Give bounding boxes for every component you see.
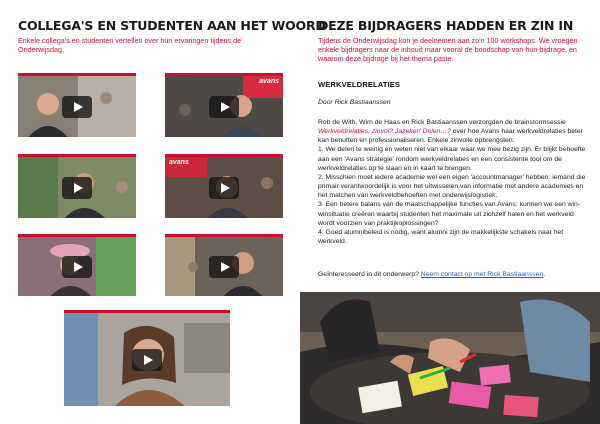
left-lead: Enkele collega's en studenten vertellen over hun ervaringen tijdens de Onderwijsdag.	[18, 36, 242, 54]
video-thumbnail[interactable]	[18, 73, 136, 137]
article-body	[318, 118, 590, 246]
right-lead: Tijdens de Onderwijsdag kon je deelnemen aan zo'n 100 workshops. We vroegen enkele bijdragers naar de inhoud maar vooral de boodschap van hun bijdrage, en waarom deze bijdrage bij het thema paste.	[318, 36, 578, 63]
play-icon[interactable]	[62, 96, 92, 118]
play-icon[interactable]	[209, 256, 239, 278]
intro-text-end: over hoe Avans haar werkveldrelaties beter kan benutten en professionaliseren. Enkele zinvolle opbrengsten:	[318, 128, 583, 145]
contact-line	[318, 270, 590, 279]
video-thumbnail[interactable]	[18, 154, 136, 218]
session-title: Werkveldrelaties, zinvol? Jazeker! Delen…?	[318, 128, 451, 136]
left-heading: COLLEGA'S EN STUDENTEN AAN HET WOORD	[18, 18, 326, 33]
video-thumbnail[interactable]	[18, 234, 136, 296]
section-title: WERKVELDRELATIES	[318, 80, 401, 89]
point-item: 1. We delen te weinig en weten niet van elkaar waar we mee bezig zijn. Er blijkt behoefte aan een 'Avans strategie' rondom werkveldrelaties en een consistente tool om de werkveldrelaties op te slaan en in kaart te brengen.	[318, 146, 586, 172]
right-heading: DEZE BIJDRAGERS HADDEN ER ZIN IN	[318, 18, 574, 33]
play-icon[interactable]	[209, 177, 239, 199]
play-icon[interactable]	[209, 96, 239, 118]
point-item: 2. Misschien moet iedere academie wel een eigen 'accountmanager' hebben: iemand die primair verantwoordelijk is voor het uitwisselen van informatie met andere academies en het matchen van werkveldbehoeften met onderwijslogistiek.	[318, 173, 586, 200]
play-icon[interactable]	[62, 177, 92, 199]
video-thumbnail[interactable]	[165, 234, 283, 296]
workshop-photo	[300, 292, 600, 424]
workshop-photo-image	[300, 292, 600, 424]
byline: Door Rick Bastiaanssen	[318, 99, 391, 106]
video-thumbnail[interactable]	[165, 154, 283, 218]
brand-label: avans	[259, 78, 279, 85]
brand-label: avans	[169, 159, 189, 166]
contact-question: Geïnteresseerd in dit onderwerp?	[318, 271, 421, 278]
contact-link[interactable]: Neem contact op met Rick Bastiaanssen	[420, 271, 544, 278]
play-icon[interactable]	[132, 349, 162, 371]
point-item: 3. Een betere balans van de maatschappelijke functies van Avans: kunnen we een win-winsituatie creëren waarbij studenten het maximale uit zichzelf halen en het werkveld wordt voorzien van praktijkoplossingen?	[318, 201, 581, 227]
video-thumbnail[interactable]	[64, 310, 230, 406]
intro-paragraph	[318, 118, 590, 145]
intro-text: Rob de With, Wim de Haas en Rick Bastiaanssen verzorgden de brainstormsessie	[318, 119, 566, 126]
contact-end: .	[543, 271, 546, 278]
play-icon[interactable]	[62, 256, 92, 278]
right-page	[300, 0, 600, 424]
video-thumbnail[interactable]	[165, 73, 283, 137]
point-item: 4. Goed alumnibeleid is nodig, want alumni zijn de makkelijkste schakels naar het werkveld.	[318, 228, 564, 246]
